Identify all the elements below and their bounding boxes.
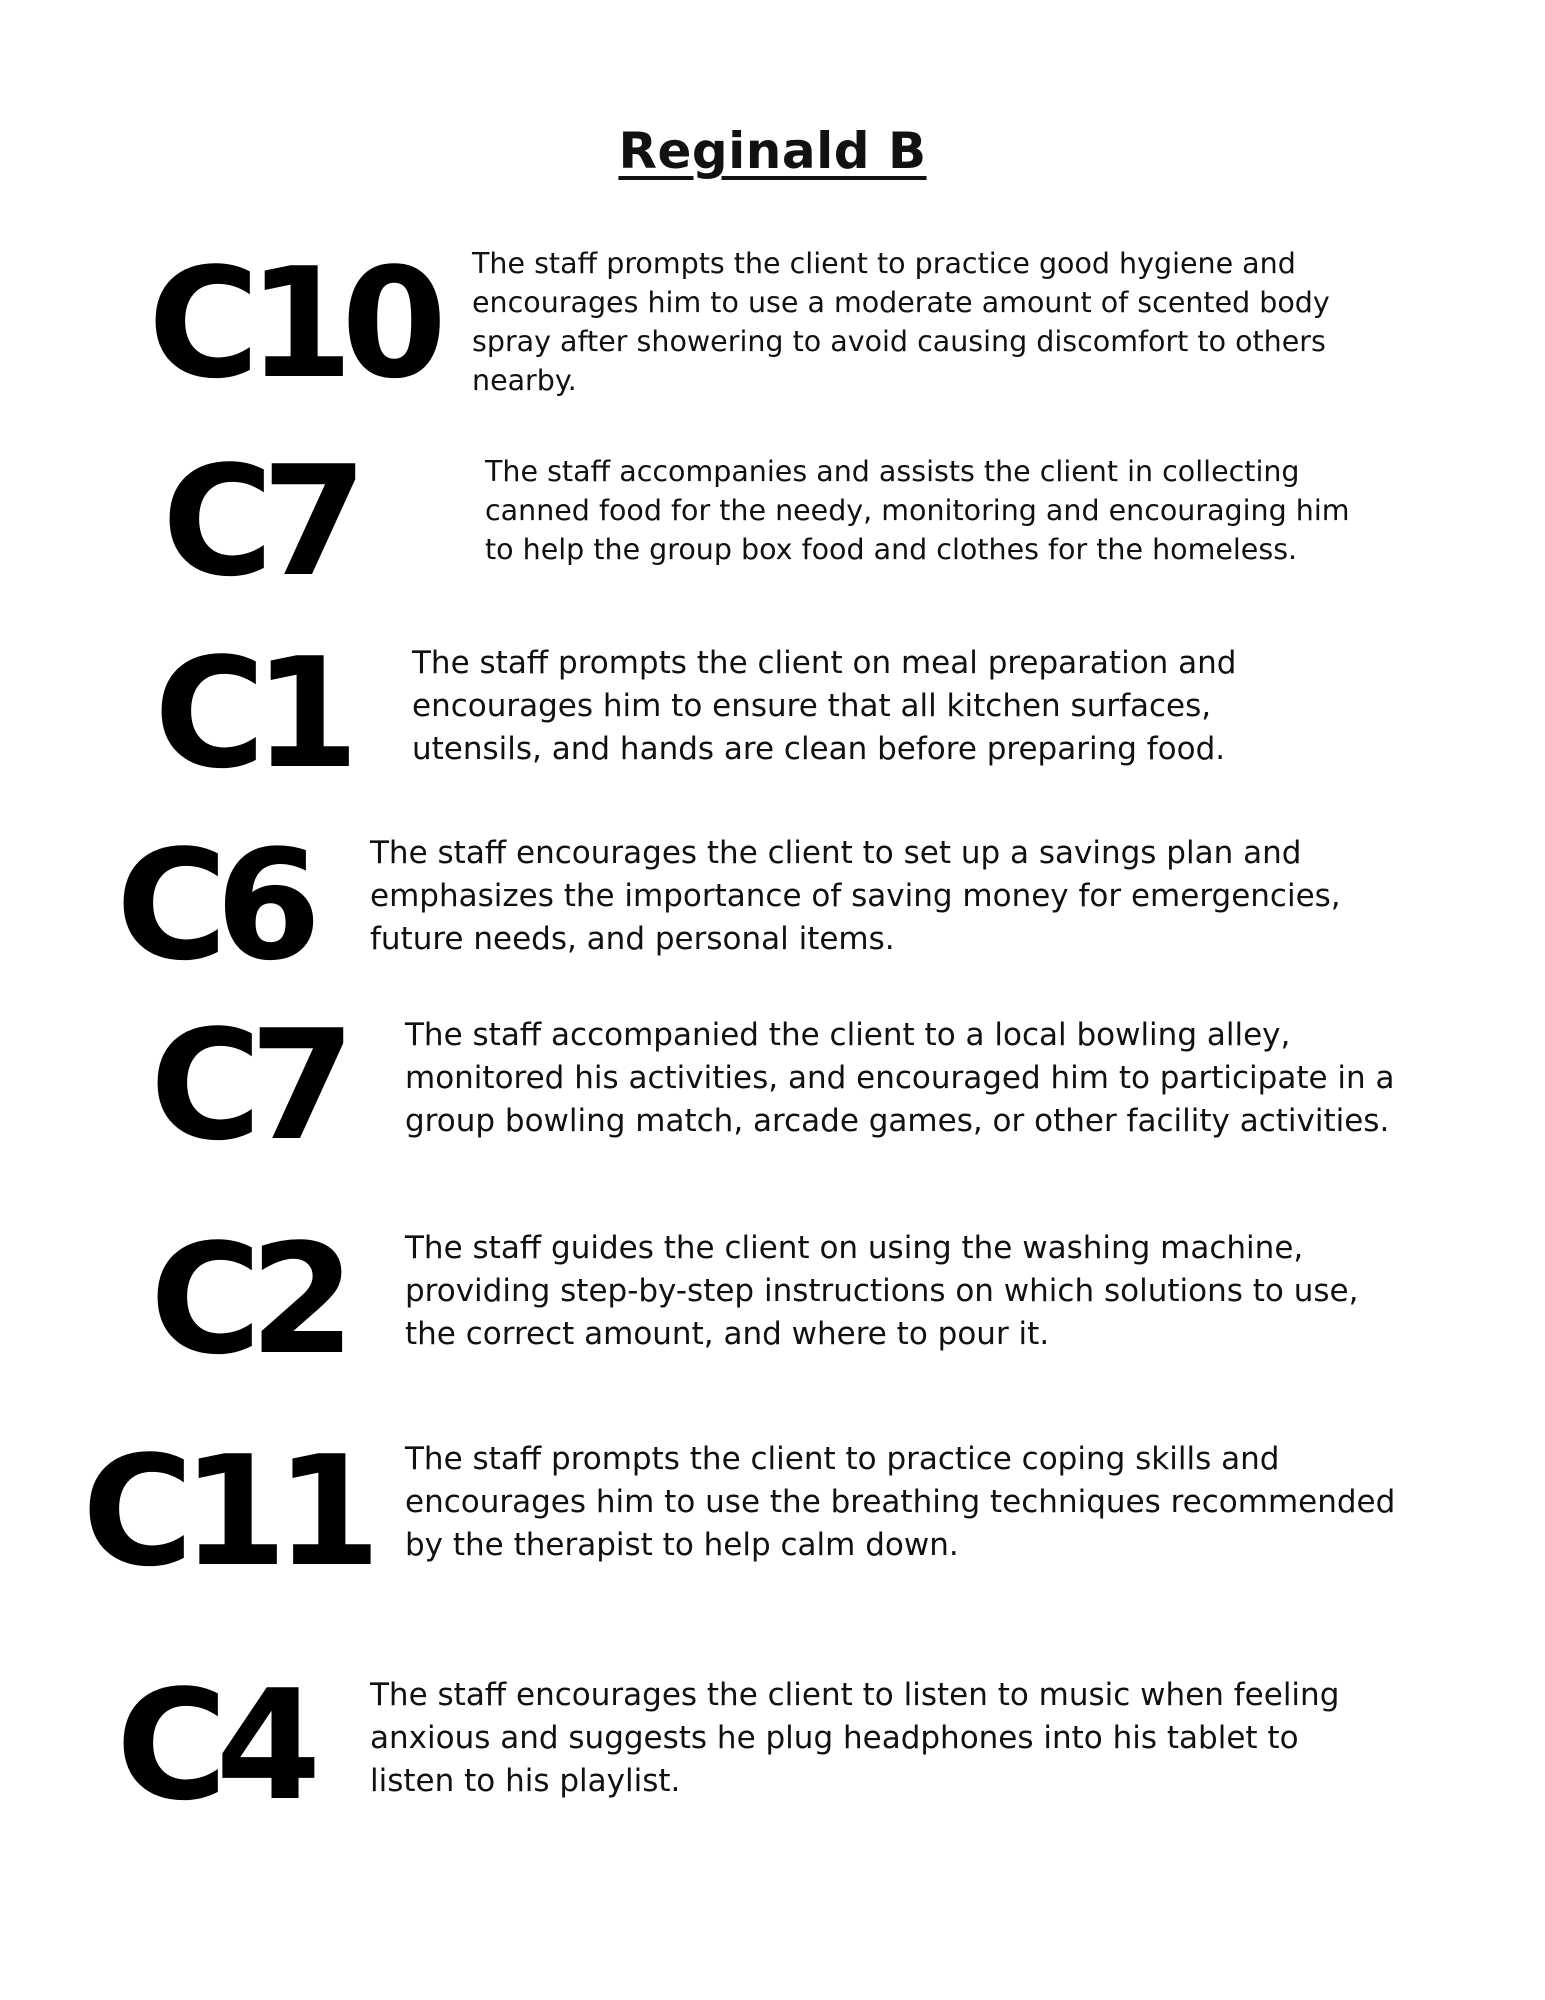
entry-description-c7-food-drive: The staff accompanies and assists the client in collecting canned food for the needy, monitoring and encouraging him to help the group box food and clothes for the homeless. (485, 455, 1350, 566)
entry-code-c6: C6 (116, 817, 310, 994)
entry-code-c7-bowling: C7 (150, 997, 344, 1174)
page-title: Reginald B (618, 122, 927, 180)
entry-code-c10: C10 (148, 235, 436, 412)
entry-description-c1: The staff prompts the client on meal preparation and encourages him to ensure that all kitchen surfaces, utensils, and hands are clean before preparing food. (412, 645, 1237, 767)
entry-description-c4: The staff encourages the client to listen to music when feeling anxious and suggests he plug headphones into his tablet to listen to his playlist. (370, 1677, 1340, 1799)
entry-code-c4: C4 (116, 1657, 310, 1834)
entry-description-c10: The staff prompts the client to practice good hygiene and encourages him to use a moderate amount of scented body spray after showering to avoid causing discomfort to others nearby. (472, 247, 1330, 397)
entry-code-c7-food-drive: C7 (162, 433, 356, 610)
entry-code-c1: C1 (154, 625, 348, 802)
entry-description-c7-bowling: The staff accompanied the client to a local bowling alley, monitored his activities, and encouraged him to participate in a group bowling match, arcade games, or other facility activities. (405, 1017, 1395, 1139)
entry-description-c2: The staff guides the client on using the washing machine, providing step-by-step instructions on which solutions to use, the correct amount, and where to pour it. (405, 1230, 1359, 1352)
entry-description-c11: The staff prompts the client to practice coping skills and encourages him to use the breathing techniques recommended by the therapist to help calm down. (405, 1441, 1396, 1563)
entry-code-c2: C2 (150, 1211, 344, 1388)
entry-code-c11: C11 (82, 1423, 370, 1600)
entry-description-c6: The staff encourages the client to set up a savings plan and emphasizes the importance of saving money for emergencies, future needs, and personal items. (370, 835, 1341, 957)
